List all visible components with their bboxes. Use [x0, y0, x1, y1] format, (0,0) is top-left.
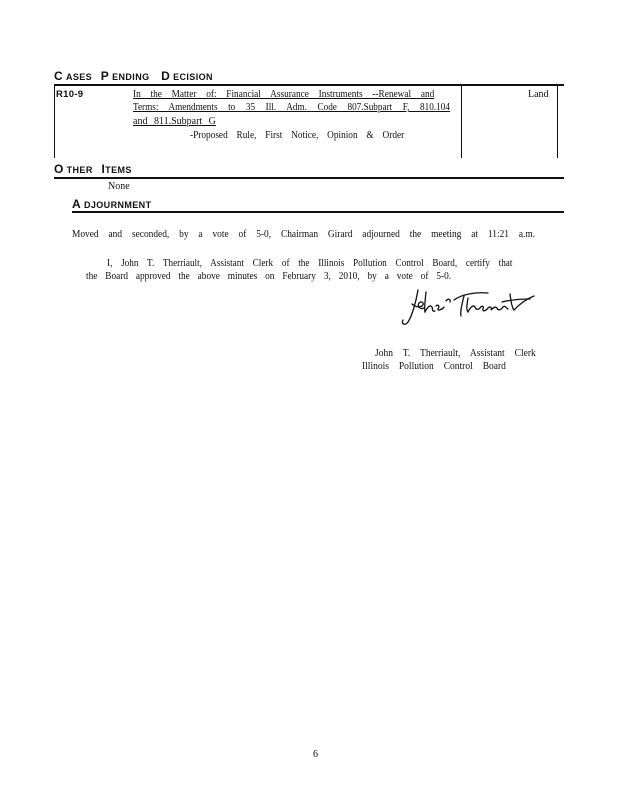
- table-col-divider-2: [557, 84, 558, 158]
- case-title-line-1: In the Matter of: Financial Assurance Instruments --Renewal and: [133, 89, 435, 100]
- table-left-border: [54, 84, 55, 158]
- other-items-rule: [54, 177, 564, 179]
- case-title-line-2: Terms: Amendments to 35 Ill. Adm. Code 807.Subpart F, 810.104: [133, 102, 450, 113]
- table-col-divider-1: [461, 84, 462, 158]
- signer-name: John T. Therriault, Assistant Clerk: [375, 348, 536, 359]
- cases-pending-heading: C ASES P ENDING D ECISION: [54, 69, 213, 83]
- certification-line-1: I, John T. Therriault, Assistant Clerk of the Illinois Pollution Control Board, certify that: [107, 258, 513, 269]
- signature-image: [398, 284, 548, 334]
- case-action: -Proposed Rule, First Notice, Opinion & Order: [190, 130, 405, 141]
- certification-line-2: the Board approved the above minutes on February 3, 2010, by a vote of 5-0.: [86, 271, 452, 282]
- case-category: Land: [528, 89, 549, 100]
- table-top-rule: [54, 84, 564, 86]
- signer-org: Illinois Pollution Control Board: [362, 361, 506, 372]
- other-items-none: None: [108, 181, 130, 192]
- case-title-line-3: and 811.Subpart G: [133, 116, 216, 127]
- other-items-heading: O THER ITEMS: [54, 162, 132, 176]
- adjournment-rule: [72, 211, 564, 213]
- case-number: R10-9: [56, 89, 84, 100]
- page-number: 6: [313, 749, 318, 760]
- adjournment-text: Moved and seconded, by a vote of 5-0, Chairman Girard adjourned the meeting at 11:21 a.m.: [72, 229, 536, 240]
- adjournment-heading: A DJOURNMENT: [72, 197, 152, 211]
